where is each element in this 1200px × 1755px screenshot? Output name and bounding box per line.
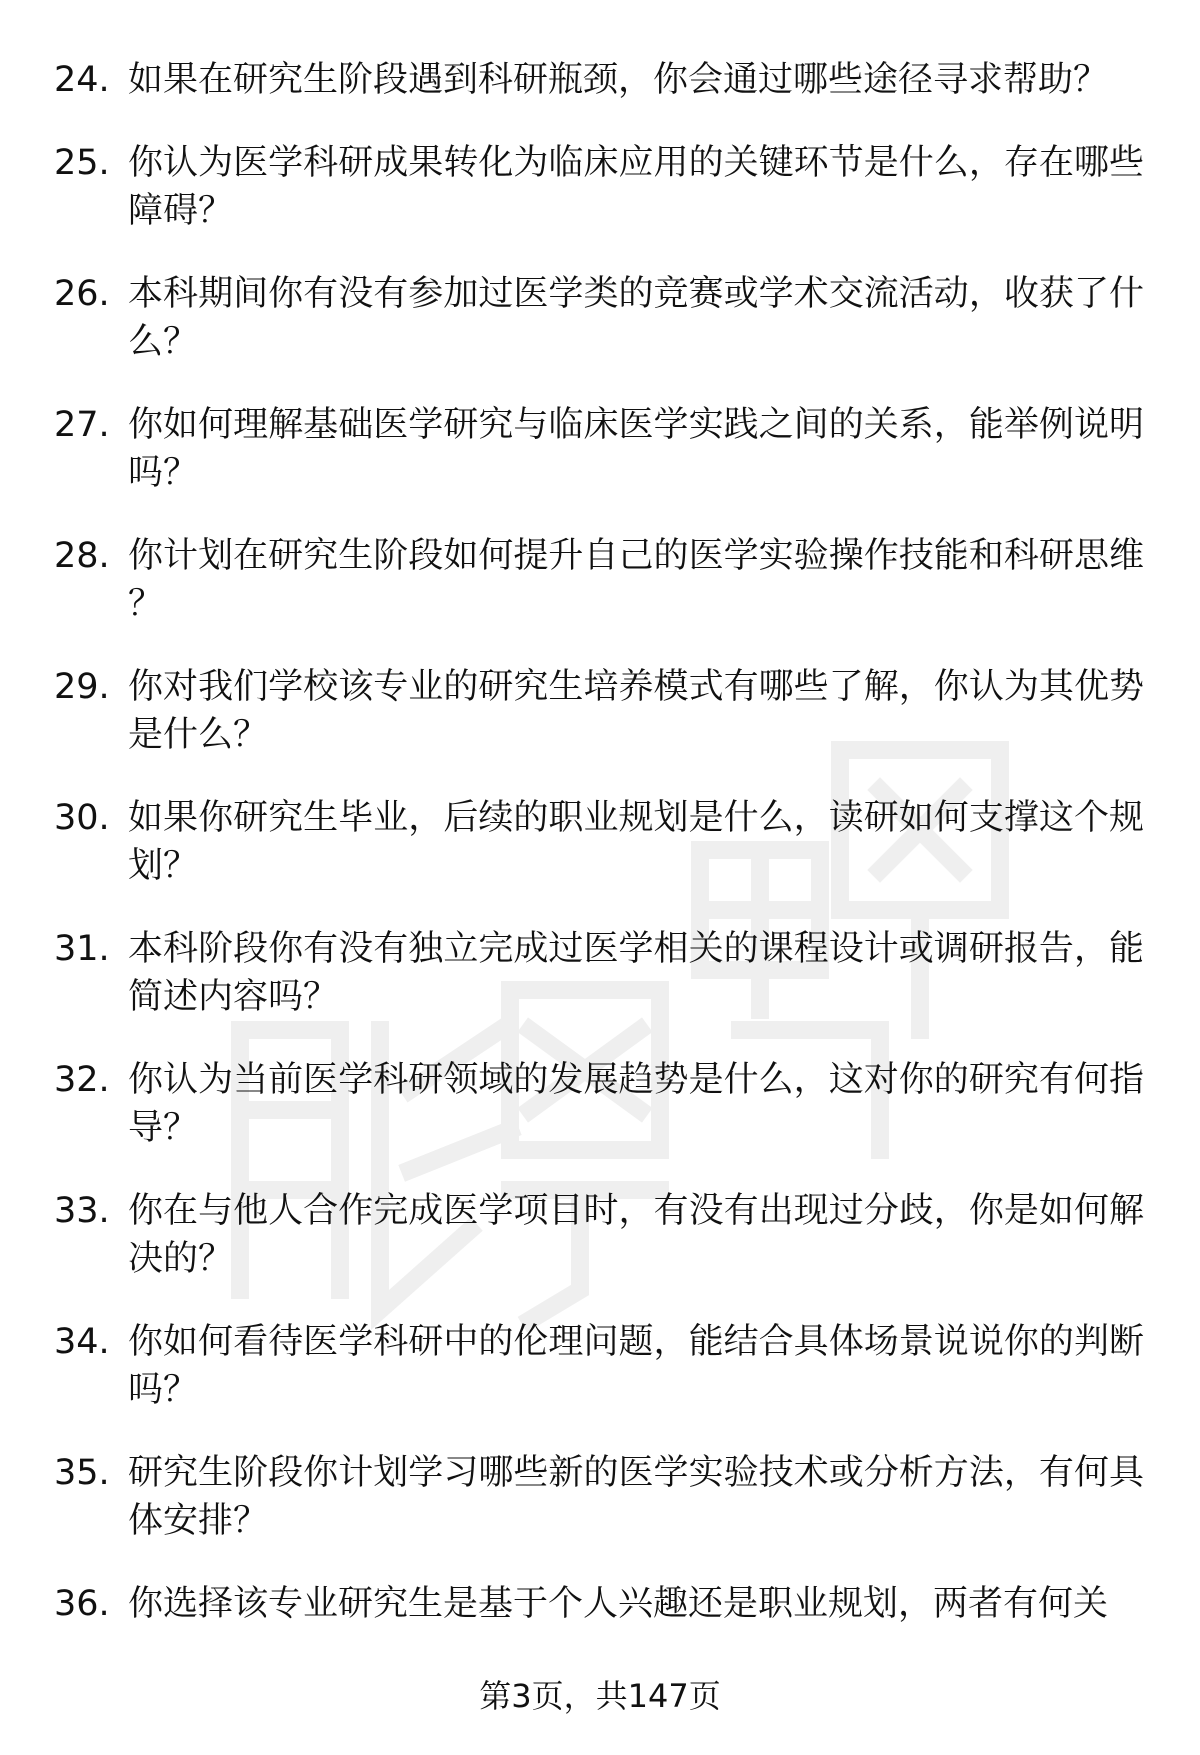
question-number: 30.: [54, 798, 110, 838]
question-text: 如果你研究生毕业，后续的职业规划是什么，读研如何支撑这个规划？: [128, 798, 1144, 886]
question-number: 35.: [54, 1453, 110, 1493]
question-item: [54, 1056, 1144, 1152]
question-text: 本科期间你有没有参加过医学类的竞赛或学术交流活动，收获了什么？: [128, 274, 1144, 362]
question-item: [54, 1580, 1144, 1628]
question-text: 你认为医学科研成果转化为临床应用的关键环节是什么，存在哪些障碍？: [128, 143, 1144, 231]
question-item: [54, 1318, 1144, 1414]
question-number: 27.: [54, 405, 110, 445]
question-text: 你选择该专业研究生是基于个人兴趣还是职业规划，两者有何关: [128, 1584, 1109, 1624]
question-item: [54, 270, 1144, 366]
question-item: [54, 532, 1144, 628]
question-item: [54, 925, 1144, 1021]
question-item: [54, 1449, 1144, 1545]
question-text: 你对我们学校该专业的研究生培养模式有哪些了解，你认为其优势是什么？: [128, 667, 1144, 755]
question-text: 如果在研究生阶段遇到科研瓶颈，你会通过哪些途径寻求帮助？: [128, 60, 1109, 100]
question-text: 你如何理解基础医学研究与临床医学实践之间的关系，能举例说明吗？: [128, 405, 1144, 493]
question-number: 33.: [54, 1191, 110, 1231]
question-text: 本科阶段你有没有独立完成过医学相关的课程设计或调研报告，能简述内容吗？: [128, 929, 1144, 1017]
question-number: 29.: [54, 667, 110, 707]
question-item: [54, 56, 1144, 104]
question-list: [54, 56, 1144, 1663]
question-number: 32.: [54, 1060, 110, 1100]
question-item: [54, 139, 1144, 235]
question-number: 28.: [54, 536, 110, 576]
question-number: 25.: [54, 143, 110, 183]
question-number: 31.: [54, 929, 110, 969]
question-item: [54, 1187, 1144, 1283]
question-item: [54, 794, 1144, 890]
question-text: 你如何看待医学科研中的伦理问题，能结合具体场景说说你的判断吗？: [128, 1322, 1144, 1410]
question-number: 26.: [54, 274, 110, 314]
page-footer: 第3页，共147页: [479, 1677, 721, 1715]
question-number: 24.: [54, 60, 110, 100]
question-item: [54, 663, 1144, 759]
question-item: [54, 401, 1144, 497]
question-text: 研究生阶段你计划学习哪些新的医学实验技术或分析方法，有何具体安排？: [128, 1453, 1144, 1541]
question-number: 36.: [54, 1584, 110, 1624]
question-text: 你认为当前医学科研领域的发展趋势是什么，这对你的研究有何指导？: [128, 1060, 1144, 1148]
question-text: 你在与他人合作完成医学项目时，有没有出现过分歧，你是如何解决的？: [128, 1191, 1144, 1279]
question-text: 你计划在研究生阶段如何提升自己的医学实验操作技能和科研思维？: [128, 536, 1144, 624]
question-number: 34.: [54, 1322, 110, 1362]
